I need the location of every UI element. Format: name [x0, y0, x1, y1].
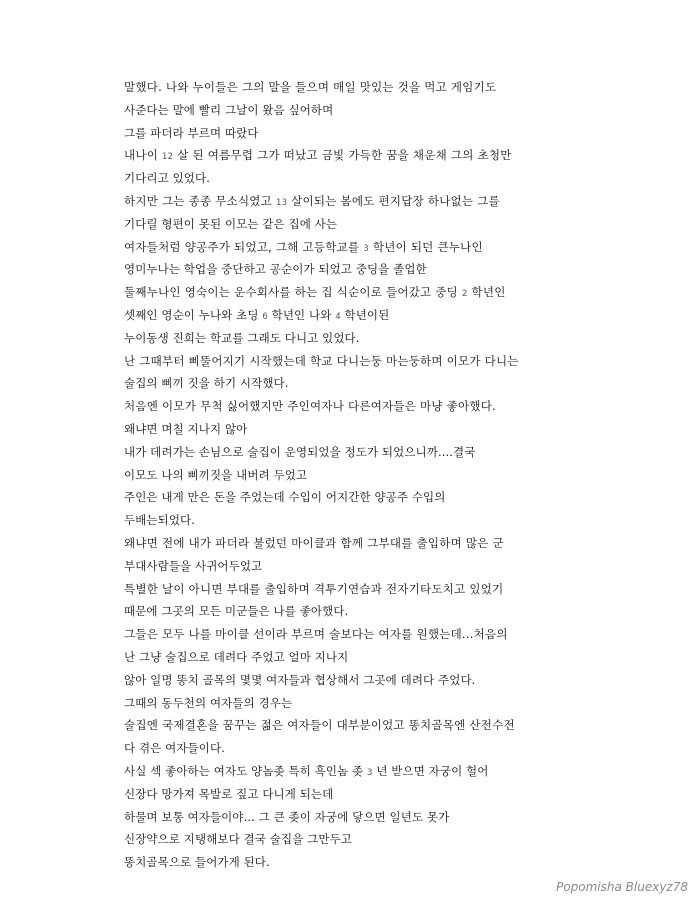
text-line: 않아 일명 똥치 골목의 몇몇 여자들과 협상해서 그곳에 데려다 주었다. [124, 672, 476, 687]
text-line: 부대사람들을 사귀어두었고 [124, 558, 263, 573]
text-line: 다 겪은 여자들이다. [124, 741, 225, 756]
text-line: 때문에 그곳의 모든 미군들은 나를 좋아했다. [124, 604, 349, 619]
text-line: 영미누나는 학업을 중단하고 공순이가 되었고 중딩을 졸업한 [124, 262, 427, 277]
text-line: 술집엔 국제결혼을 꿈꾸는 젊은 여자들이 대부분이었고 똥치골목엔 산전수전 [124, 718, 515, 733]
text-line: 하물며 보통 여자들이야... 그 큰 좆이 자궁에 닿으면 일년도 못가 [124, 809, 450, 824]
text-line: 둘째누나인 영숙이는 운수회사를 하는 집 식순이로 들어갔고 중딩 2 학년인 [124, 285, 506, 300]
text-line: 말했다. 나와 누이들은 그의 말을 들으며 매일 맛있는 것을 먹고 게임기도 [124, 80, 497, 94]
text-line: 사준다는 말에 빨리 그날이 왔음 싶어하며 [124, 102, 334, 117]
text-line: 난 그냥 술집으로 데려다 주었고 얼마 지나지 [124, 649, 349, 664]
text-line: 왜냐면 며칠 지나지 않아 [124, 421, 248, 436]
text-line: 기다릴 형편이 못된 이모는 같은 집에 사는 [124, 216, 338, 231]
text-line: 신장약으로 지탱해보다 결국 술집을 그만두고 [124, 832, 352, 847]
text-line: 두배는되었다. [124, 513, 196, 528]
text-line: 술집의 삐끼 짓을 하기 시작했다. [124, 376, 289, 391]
text-line: 이모도 나의 삐끼짓을 내버려 두었고 [124, 467, 308, 482]
text-line: 난 그때부터 삐뚤어지기 시작했는데 학교 다니는둥 마는둥하며 이모가 다니는 [124, 353, 519, 368]
text-line: 내나이 12 살 된 여름무렵 그가 떠났고 금빛 가득한 꿈을 채운채 그의 초청만 [124, 148, 512, 163]
text-line: 하지만 그는 종종 무소식였고 13 살이되는 봄에도 편지답장 하나없는 그를 [124, 193, 500, 208]
text-line: 왜냐면 전에 내가 파더라 불렀던 마이클과 함께 그부대를 출입하며 많은 군 [124, 535, 504, 550]
text-line: 그를 파더라 부르며 따랐다 [124, 125, 259, 140]
text-line: 그때의 동두천의 여자들의 경우는 [124, 695, 293, 710]
text-line: 누이동생 진희는 학교를 그래도 다니고 있었다. [124, 330, 360, 345]
text-line: 사실 섹 좋아하는 여자도 양놈좆 특히 흑인놈 좆 3 년 받으면 자궁이 헐어 [124, 763, 489, 778]
text-line: 내가 데려가는 손님으로 술집이 운영되었을 정도가 되었으니까....결국 [124, 444, 476, 459]
document-body [124, 76, 624, 874]
text-line: 특별한 날이 아니면 부대를 출입하며 격투기연습과 전자기타도치고 있었기 [124, 581, 504, 596]
footer-credit: Popomisha Bluexyz78 [556, 880, 688, 894]
text-line: 처음엔 이모가 무척 싫어했지만 주인여자나 다른여자들은 마냥 좋아했다. [124, 399, 497, 414]
text-line: 셋째인 영순이 누나와 초딩 6 학년인 나와 4 학년이된 [124, 307, 390, 322]
text-line: 여자들처럼 양공주가 되었고, 그해 고등학교를 3 학년이 되던 큰누나인 [124, 239, 483, 254]
text-line: 그들은 모두 나를 마이클 선이라 부르며 술보다는 여자를 원했는데...처음의 [124, 627, 508, 642]
text-line: 기다리고 있었다. [124, 171, 210, 186]
text-line: 주인은 내게 만은 돈을 주었는데 수입이 어지간한 양공주 수입의 [124, 490, 446, 505]
text-line: 신장다 망가져 목발로 짚고 다니게 되는데 [124, 786, 334, 801]
text-line: 똥치골목으로 들어가게 된다. [124, 855, 270, 870]
